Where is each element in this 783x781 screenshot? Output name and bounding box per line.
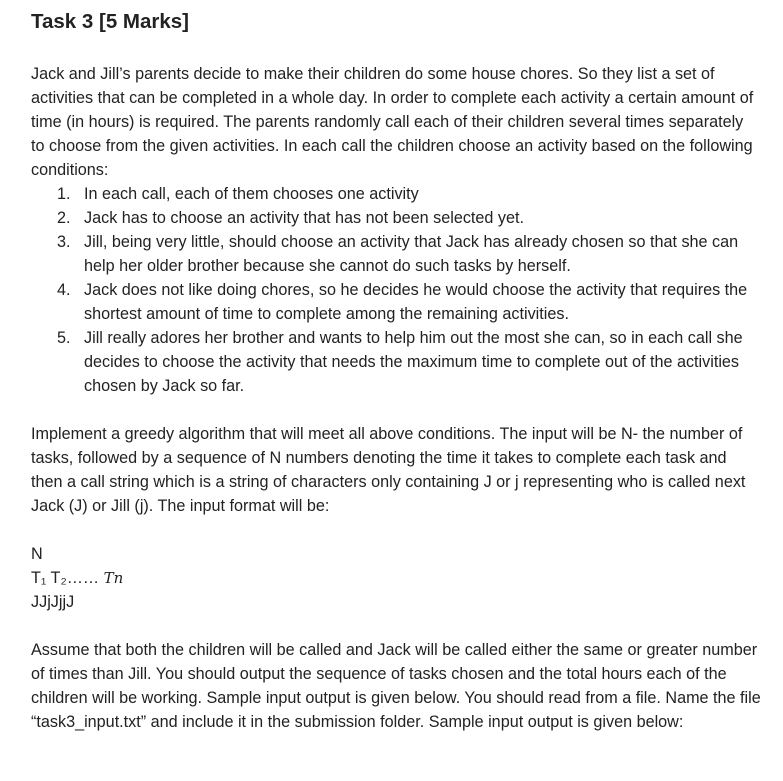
list-item-text: Jack has to choose an activity that has not been selected yet. (84, 209, 525, 227)
list-item (31, 206, 761, 230)
assume-paragraph: Assume that both the children will be called and Jack will be called either the same or greater number of times than Jill. You should output the sequence of tasks chosen and the total hours each of the children will be working. Sample input output is given below. You should read from a file. Name the file “task3_input.txt” and include it in the submission folder. Sample input output is given below: (31, 641, 761, 731)
list-item-number: 3. (57, 233, 71, 251)
input-format-times-last: Tn (103, 569, 124, 587)
list-item-number: 1. (57, 185, 71, 203)
input-format-calls: JJjJjjJ (31, 593, 75, 611)
conditions-list (31, 182, 761, 398)
list-item (31, 278, 761, 326)
page-title: Task 3 [5 Marks] (31, 10, 190, 33)
list-item (31, 230, 761, 278)
input-format-times-prefix: T₁ T₂…… (31, 569, 100, 587)
list-item-number: 2. (57, 209, 71, 227)
list-item (31, 326, 761, 398)
input-format-times (31, 566, 123, 590)
list-item-text: Jack does not like doing chores, so he decides he would choose the activity that requires the shortest amount of time to complete among the remaining activities. (84, 281, 748, 323)
list-item (31, 182, 761, 206)
input-format-n: N (31, 545, 43, 563)
list-item-text: Jill, being very little, should choose an activity that Jack has already chosen so that she can help her older brother because she cannot do such tasks by herself. (84, 233, 739, 275)
list-item-number: 4. (57, 281, 71, 299)
list-item-text: Jill really adores her brother and wants to help him out the most she can, so in each call she decides to choose the activity that needs the maximum time to complete out of the activities chosen by Jack so far. (84, 329, 743, 395)
implement-paragraph: Implement a greedy algorithm that will meet all above conditions. The input will be N- the number of tasks, followed by a sequence of N numbers denoting the time it takes to complete each task and then a call string which is a string of characters only containing J or j representing who is called next Jack (J) or Jill (j). The input format will be: (31, 425, 746, 515)
list-item-number: 5. (57, 329, 71, 347)
list-item-text: In each call, each of them chooses one activity (84, 185, 419, 203)
intro-paragraph: Jack and Jill’s parents decide to make their children do some house chores. So they list a set of activities that can be completed in a whole day. In order to complete each activity a certain amount of time (in hours) is required. The parents randomly call each of their children several times separately to choose from the given activities. In each call the children choose an activity based on the following conditions: (31, 65, 754, 179)
